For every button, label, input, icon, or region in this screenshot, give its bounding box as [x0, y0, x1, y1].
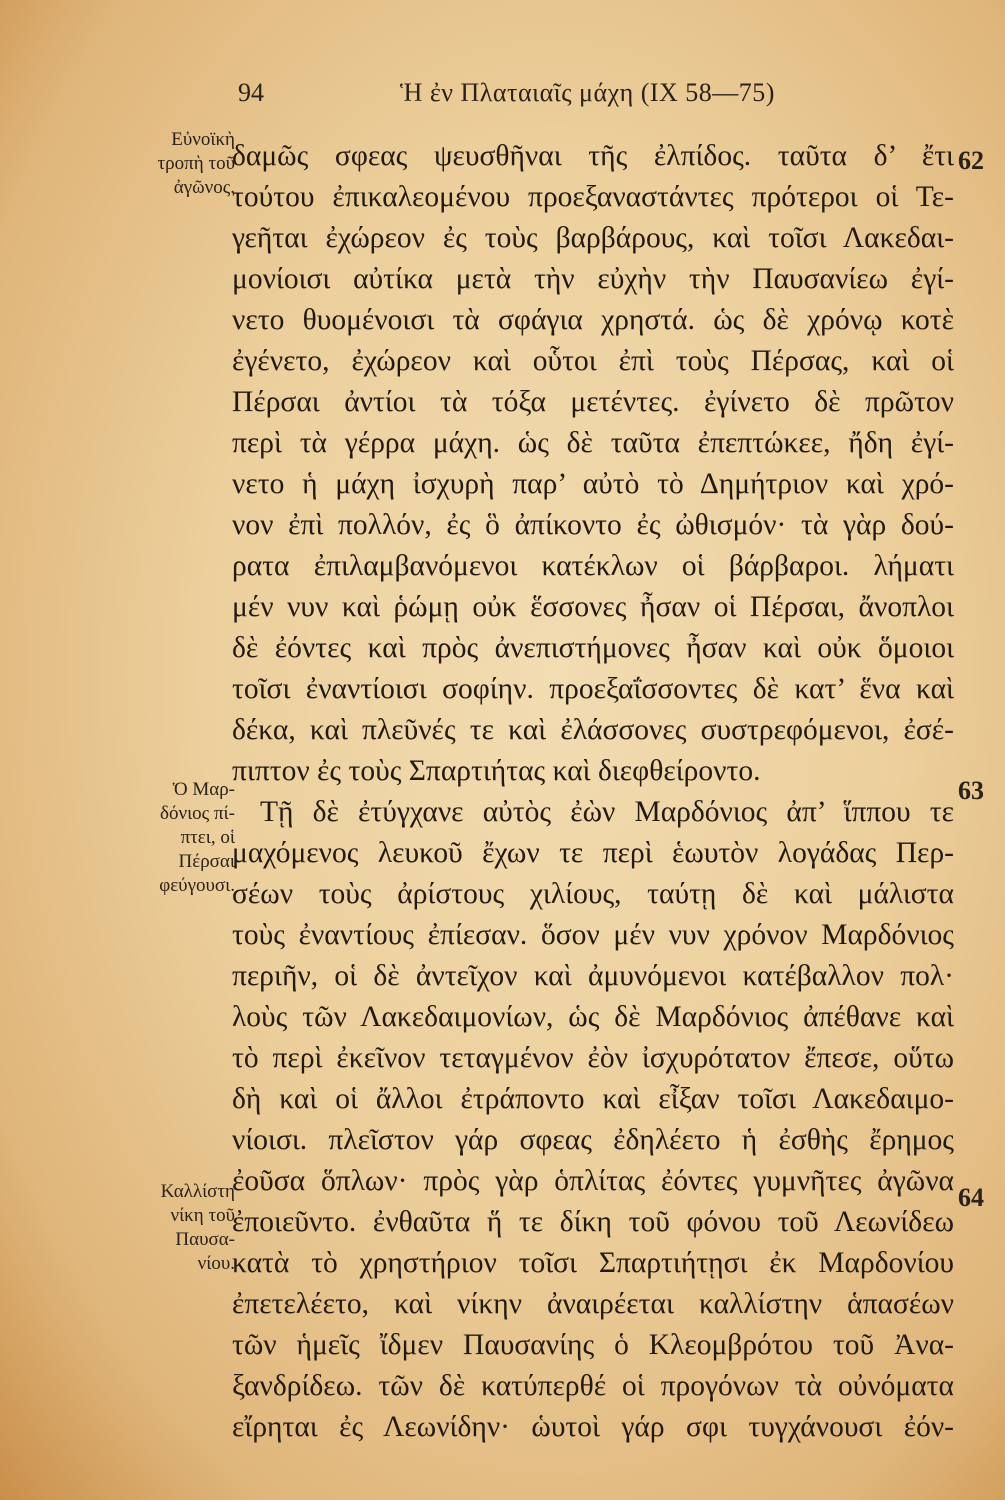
section-number: 62: [958, 146, 984, 175]
margin-note-line: Παυσα-: [175, 1229, 235, 1250]
text-line: ἐποιεῦντο. ἐνθαῦτα ἥ τε δίκη τοῦ φόνου τοῦ Λεωνίδεω: [232, 1206, 954, 1238]
text-line: τῶν ἡμεῖς ἴδμεν Παυσανίης ὁ Κλεομβρότου τοῦ Ἀνα-: [232, 1329, 954, 1361]
text-line: νίοισι. πλεῖστον γάρ σφεας ἐδηλέετο ἡ ἐσθὴς ἔρημος: [232, 1124, 954, 1156]
text-line: ξανδρίδεω. τῶν δὲ κατύπερθέ οἱ προγόνων τὰ οὐνόματα: [232, 1370, 954, 1402]
section-number: 64: [958, 1183, 984, 1212]
text-line: γεῆται ἐχώρεον ἐς τοὺς βαρβάρους, καὶ τοῖσι Λακεδαι-: [232, 222, 954, 254]
text-line: ἐπετελέετο, καὶ νίκην ἀναιρέεται καλλίστην ἁπασέων: [232, 1288, 954, 1320]
margin-note-line: Πέρσαι: [178, 851, 235, 872]
text-line: πιπτον ἐς τοὺς Σπαρτιήτας καὶ διεφθείροντο.: [232, 755, 761, 787]
margin-note: [100, 778, 235, 898]
text-line: κατὰ τὸ χρηστήριον τοῖσι Σπαρτιήτῃσι ἐκ Μαρδονίου: [232, 1247, 954, 1279]
text-line: δαμῶς σφεας ψευσθῆναι τῆς ἐλπίδος. ταῦτα δ’ ἔτι: [232, 140, 954, 172]
text-line: τούτου ἐπικαλεομένου προεξαναστάντες πρότεροι οἱ Τε-: [232, 181, 954, 213]
text-line: λοὺς τῶν Λακεδαιμονίων, ὡς δὲ Μαρδόνιος ἀπέθανε καὶ: [232, 1001, 954, 1033]
text-line: τὸ περὶ ἐκεῖνον τεταγμένον ἐὸν ἰσχυρότατον ἔπεσε, οὕτω: [232, 1042, 954, 1074]
text-line: νετο ἡ μάχη ἰσχυρὴ παρ’ αὐτὸ τὸ Δημήτριον καὶ χρό-: [232, 468, 954, 500]
text-line: δὴ καὶ οἱ ἄλλοι ἐτράποντο καὶ εἶξαν τοῖσι Λακεδαιμο-: [232, 1083, 954, 1115]
margin-note-line: νίου.: [197, 1253, 235, 1274]
margin-note-line: Εὐνοϊκὴ: [171, 129, 235, 150]
margin-note: [100, 1180, 235, 1276]
margin-note-line: δόνιος πί-: [160, 803, 235, 824]
text-line: τοὺς ἐναντίους ἐπίεσαν. ὅσον μέν νυν χρόνον Μαρδόνιος: [232, 919, 954, 951]
text-line: νετο θυομένοισι τὰ σφάγια χρηστά. ὡς δὲ χρόνῳ κοτὲ: [232, 304, 954, 336]
page-number: 94: [238, 78, 264, 107]
margin-note-line: ἀγῶνος.: [173, 177, 235, 198]
text-line: εἴρηται ἐς Λεωνίδην· ὡυτοὶ γάρ σφι τυγχάνουσι ἐόν-: [232, 1411, 954, 1443]
text-line: μέν νυν καὶ ῥώμῃ οὐκ ἕσσονες ἦσαν οἱ Πέρσαι, ἄνοπλοι: [232, 591, 954, 623]
text-line: ρατα ἐπιλαμβανόμενοι κατέκλων οἱ βάρβαροι. λήματι: [232, 550, 954, 582]
text-line: Πέρσαι ἀντίοι τὰ τόξα μετέντες. ἐγίνετο δὲ πρῶτον: [232, 386, 954, 418]
text-line: δέκα, καὶ πλεῦνές τε καὶ ἐλάσσονες συστρεφόμενοι, ἐσέ-: [232, 714, 954, 746]
margin-note-line: Καλλίστη: [160, 1181, 235, 1202]
text-line: τοῖσι ἐναντίοισι σοφίην. προεξαΐσσοντες δὲ κατ’ ἕνα καὶ: [232, 673, 954, 705]
running-title: Ἡ ἐν Πλαταιαῖς μάχη (IX 58—75): [400, 78, 775, 107]
margin-note-line: Ὁ Μαρ-: [172, 779, 235, 800]
text-line: περὶ τὰ γέρρα μάχη. ὡς δὲ ταῦτα ἐπεπτώκεε, ἤδη ἐγί-: [232, 427, 954, 459]
section-number: 63: [958, 776, 984, 805]
margin-note-line: τροπὴ τοῦ: [157, 153, 235, 174]
text-line: σέων τοὺς ἀρίστους χιλίους, ταύτῃ δὲ καὶ μάλιστα: [232, 878, 954, 910]
text-line: περιῆν, οἱ δὲ ἀντεῖχον καὶ ἀμυνόμενοι κατέβαλλον πολ·: [232, 960, 954, 992]
text-line: δὲ ἐόντες καὶ πρὸς ἀνεπιστήμονες ἦσαν καὶ οὐκ ὅμοιοι: [232, 632, 954, 664]
margin-note-line: πτει, οἱ: [180, 827, 235, 848]
text-line: μαχόμενος λευκοῦ ἔχων τε περὶ ἑωυτὸν λογάδας Περ-: [232, 837, 954, 869]
text-line: ἐοῦσα ὅπλων· πρὸς γὰρ ὁπλίτας ἐόντες γυμνῆτες ἀγῶνα: [232, 1165, 954, 1197]
margin-note-line: νίκη τοῦ: [170, 1205, 235, 1226]
text-line: μονίοισι αὐτίκα μετὰ τὴν εὐχὴν τὴν Παυσανίεω ἐγί-: [232, 263, 954, 295]
margin-note-line: φεύγουσι.: [159, 875, 235, 896]
text-line: Τῇ δὲ ἐτύγχανε αὐτὸς ἐὼν Μαρδόνιος ἀπ’ ἵππου τε: [260, 796, 954, 828]
running-head: [0, 78, 1005, 114]
text-line: νον ἐπὶ πολλόν, ἐς ὃ ἀπίκοντο ἐς ὠθισμόν· τὰ γὰρ δού-: [232, 509, 954, 541]
text-line: ἐγένετο, ἐχώρεον καὶ οὗτοι ἐπὶ τοὺς Πέρσας, καὶ οἱ: [232, 345, 954, 377]
margin-note: [100, 128, 235, 200]
